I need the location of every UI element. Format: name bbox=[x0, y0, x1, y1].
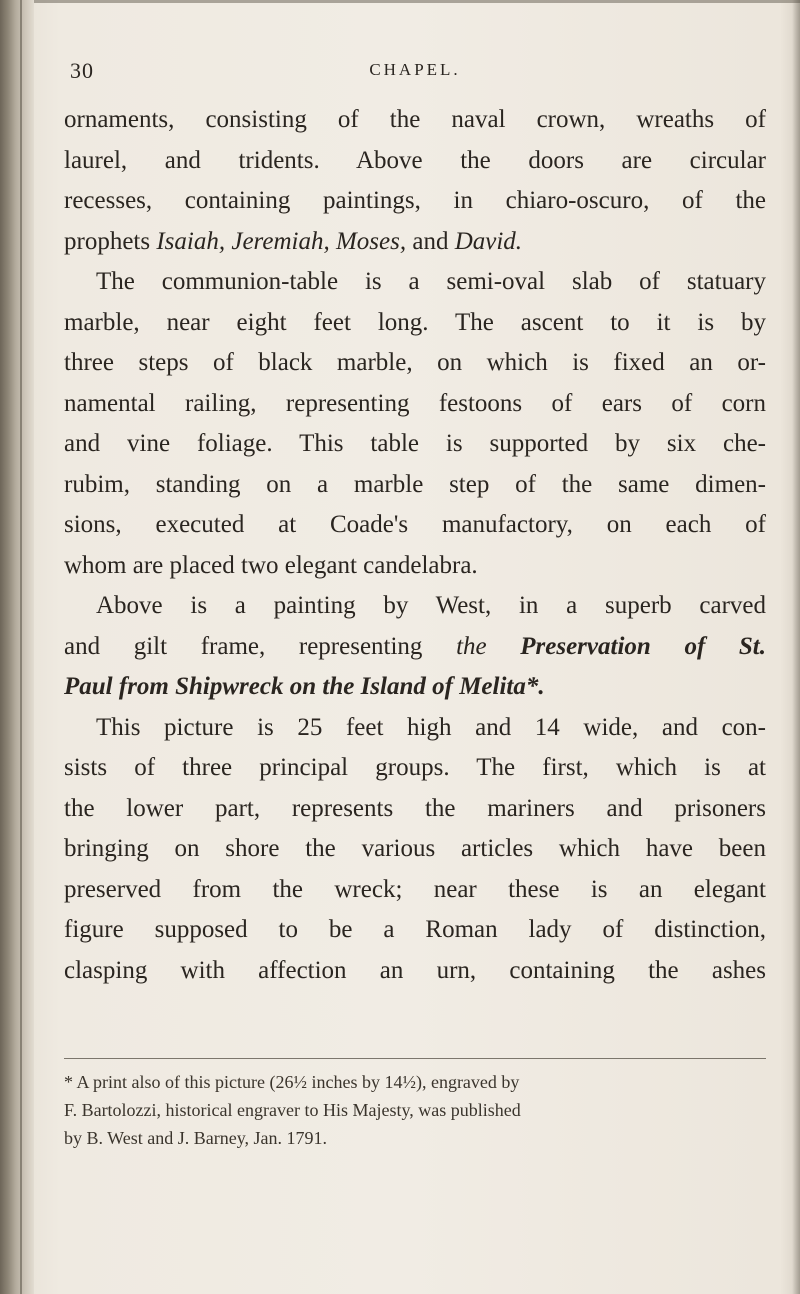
text-run: and gilt frame, representing bbox=[64, 632, 457, 660]
page-top-edge bbox=[34, 0, 800, 3]
text-line: the lower part, represents the mariners and prisoners bbox=[64, 794, 766, 822]
book-gutter bbox=[0, 0, 34, 1294]
text-line: and vine foliage. This table is supported by six che- bbox=[64, 430, 766, 457]
italic-title: Paul from Shipwreck on the Island of Melita*. bbox=[64, 673, 545, 700]
text-line: sions, executed at Coade's manufactory, on each of bbox=[64, 511, 766, 538]
italic-run: Preservation of St. bbox=[520, 632, 767, 660]
text-line: Above is a painting by West, in a superb carved bbox=[96, 592, 766, 619]
text-line: bringing on shore the various articles which have been bbox=[64, 835, 766, 862]
text-run: and bbox=[406, 227, 455, 255]
footnote-line: * A print also of this picture (26½ inches by 14½), engraved by bbox=[64, 1072, 520, 1092]
text-line: sists of three principal groups. The first, which is at bbox=[64, 754, 766, 781]
italic-run: Isaiah, Jeremiah, Moses, bbox=[156, 227, 407, 255]
text-line: ornaments, consisting of the naval crown, wreaths of bbox=[64, 106, 766, 133]
text-run: prophets bbox=[64, 227, 157, 255]
text-line: This picture is 25 feet high and 14 wide, and con- bbox=[96, 713, 766, 741]
text-line: whom are placed two elegant candelabra. bbox=[64, 551, 478, 579]
footnote-line: by B. West and J. Barney, Jan. 1791. bbox=[64, 1128, 328, 1148]
text-line: clasping with affection an urn, containing the ashes bbox=[64, 956, 766, 984]
page-right-edge bbox=[792, 0, 800, 1294]
gutter-crease bbox=[20, 0, 22, 1294]
text-line: preserved from the wreck; near these is an elegant bbox=[64, 875, 766, 903]
text-line: laurel, and tridents. Above the doors are circular bbox=[64, 146, 766, 174]
body-text bbox=[64, 100, 766, 991]
text-line: marble, near eight feet long. The ascent to it is by bbox=[64, 308, 766, 336]
italic-run: David. bbox=[454, 227, 523, 255]
text-line: The communion-table is a semi-oval slab of statuary bbox=[96, 268, 766, 295]
footnote-line: F. Bartolozzi, historical engraver to His Majesty, was published bbox=[64, 1100, 521, 1120]
footnote bbox=[64, 1068, 766, 1152]
running-head: CHAPEL. bbox=[369, 60, 461, 79]
text-line bbox=[64, 667, 766, 708]
text-line bbox=[64, 627, 766, 668]
italic-run: the bbox=[456, 632, 487, 660]
text-line: rubim, standing on a marble step of the same dimen- bbox=[64, 470, 766, 498]
footnote-divider bbox=[64, 1058, 766, 1059]
text-line: namental railing, representing festoons of ears of corn bbox=[64, 389, 766, 417]
page-number: 30 bbox=[70, 58, 94, 83]
text-run bbox=[487, 633, 521, 660]
page-header bbox=[70, 58, 760, 88]
text-line: figure supposed to be a Roman lady of distinction, bbox=[64, 916, 766, 943]
text-line: three steps of black marble, on which is fixed an or- bbox=[64, 349, 766, 376]
text-line: recesses, containing paintings, in chiaro-oscuro, of the bbox=[64, 187, 766, 214]
text-line bbox=[64, 222, 766, 263]
